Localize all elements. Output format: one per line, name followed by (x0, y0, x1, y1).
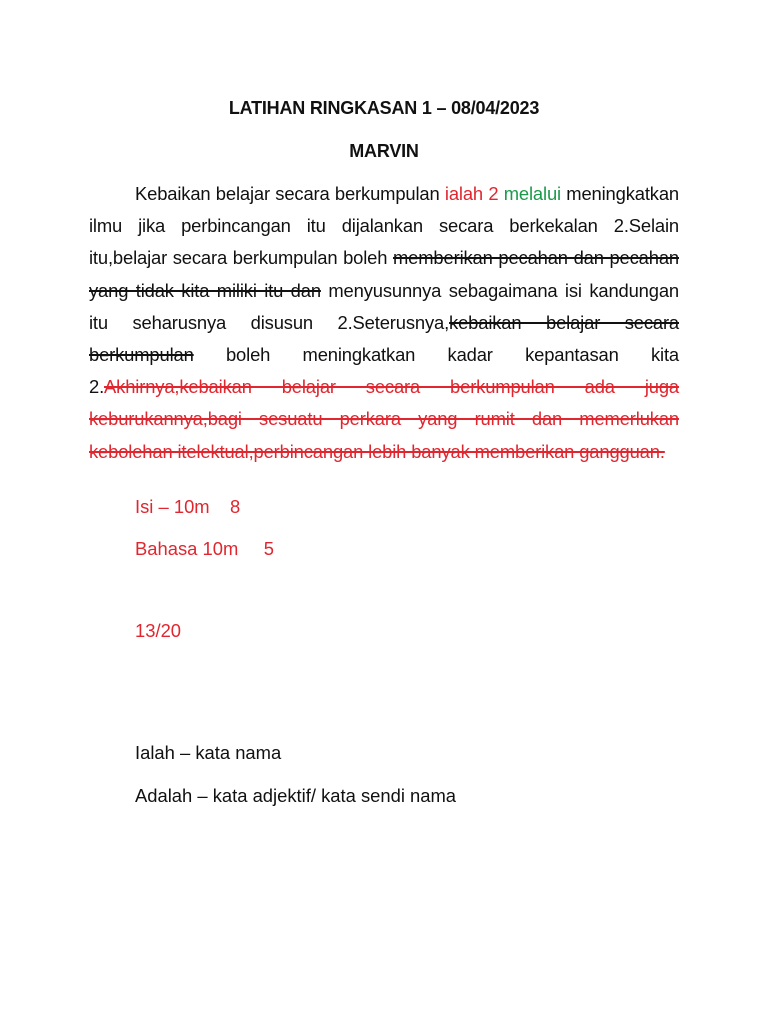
score-bahasa: Bahasa 10m 5 (135, 538, 275, 559)
note-adalah: Adalah – kata adjektif/ kata sendi nama (135, 785, 457, 806)
struck-text-red: Akhirnya,kebaikan belajar secara berkumpulan ada juga keburukannya,bagi sesuatu perkara yang rumit dan memerlukan kebolehan itelektual,perbincangan lebih banyak memberikan gangguan. (89, 376, 679, 462)
document-title: LATIHAN RINGKASAN 1 – 08/04/2023 (228, 98, 540, 118)
score-isi: Isi – 10m 8 (135, 496, 241, 517)
struck-text: memberikan pecahan dan pecahan yang tidak kita miliki itu dan (89, 247, 679, 301)
note-ialah: Ialah – kata nama (135, 742, 282, 763)
correction-mark-green: melalui (503, 183, 561, 204)
summary-paragraph (89, 178, 679, 468)
author-name: MARVIN (349, 141, 419, 161)
struck-text: kebaikan belajar secara berkumpulan (89, 311, 680, 366)
text-segment: Kebaikan belajar secara berkumpulan (135, 183, 445, 204)
text-segment: menyusunnya sebagaimana isi kandungan itu seharusnya disusun 2.Seterusnya, (89, 279, 679, 333)
text-segment: meningkatkan ilmu jika perbincangan itu dijalankan secara berkekalan 2.Selain itu,belajar secara berkumpulan boleh (89, 183, 679, 269)
text-segment: boleh meningkatkan kadar kepantasan kita 2. (89, 344, 679, 398)
correction-mark-red: ialah 2 (444, 183, 499, 204)
score-total: 13/20 (135, 620, 182, 641)
